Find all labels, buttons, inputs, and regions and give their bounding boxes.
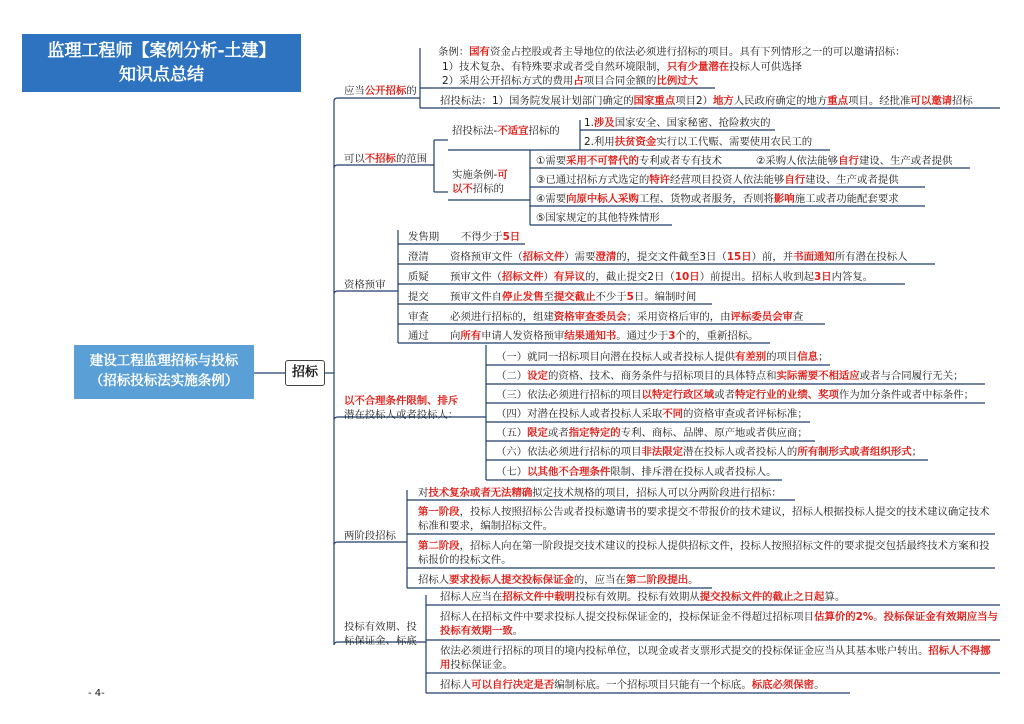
restriction-item: （六）依法必须进行招标的项目非法限定潜在投标人或者投标人的所有制形式或者组织形式； xyxy=(496,446,923,458)
b2-reg-item-2: ②采购人依法能够自行建设、生产或者提供 xyxy=(756,155,953,167)
b2-reg-item-4: ④需要向原中标人采购工程、货物或者服务，否则将影响施工或者功能配套要求 xyxy=(536,193,899,205)
b1-condition-2: 2）采用公开招标方式的费用占项目合同金额的比例过大 xyxy=(442,75,698,87)
b2-law-item-2: 2.利用扶贫资金实行以工代赈、需要使用农民工的 xyxy=(584,136,813,148)
restriction-item: （三）依法必须进行招标的项目以特定行政区域或者特定行业的业绩、奖项作为加分条件或者中标条件； xyxy=(496,389,974,401)
center-node-zhaobiao: 招标 xyxy=(285,360,325,386)
prequal-row-value: 必须进行招标的，组建资格审查委员会；采用资格后审的，由评标委员会审查 xyxy=(450,311,804,323)
b2-reg-item-5: ⑤国家规定的其他特殊情形 xyxy=(536,212,660,224)
root-title: 建设工程监理招标与投标 xyxy=(89,353,239,369)
root-node xyxy=(74,345,254,399)
b1-condition-1: 1）技术复杂、有特殊要求或者受自然环境限制，只有少量潜在投标人可供选择 xyxy=(442,61,802,73)
branch-label-prequalification: 资格预审 xyxy=(344,279,386,291)
b5-stage-1: 第一阶段，投标人按照招标公告或者投标邀请书的要求提交不带报价的技术建议，招标人根据投标人提交的技术建议确定技术标准和要求，编制招标文件。 xyxy=(418,506,990,532)
restriction-item: （四）对潜在投标人或者投标人采取不同的资格审查或者评标标准； xyxy=(496,408,808,420)
header-title: 监理工程师【案例分析-土建】 xyxy=(47,41,276,61)
root-subtitle: （招标投标法实施条例） xyxy=(89,373,239,389)
restriction-item: （一）就同一招标项目向潜在投标人或者投标人提供有差别的项目信息； xyxy=(496,351,829,363)
prequal-row-value: 不得少于5日 xyxy=(461,231,521,243)
b5-intro: 对技术复杂或者无法精确拟定技术规格的项目，招标人可以分两阶段进行招标： xyxy=(418,487,782,499)
prequal-row-value: 预审文件自停止发售至提交截止不少于5日。编制时间 xyxy=(450,291,697,303)
prequal-row-value: 资格预审文件（招标文件）需要澄清的，提交文件截至3日（15日）前，并书面通知所有潜在投标人 xyxy=(450,251,908,263)
branch-label-public-tender: 应当公开招标的 xyxy=(344,85,417,97)
header-subtitle: 知识点总结 xyxy=(119,65,204,85)
branch-label-validity-deposit-floor: 投标有效期、投 标保证金、标底 xyxy=(344,621,417,647)
prequal-row-key: 通过 xyxy=(408,330,429,342)
prequal-row-value: 向所有申请人发资格预审结果通知书。通过少于3个的，重新招标。 xyxy=(450,330,759,342)
branch-label-no-tender: 可以不招标的范围 xyxy=(344,153,428,165)
restriction-item: （五）限定或者指定特定的专利、商标、品牌、原产地或者供应商； xyxy=(496,427,808,439)
b6-item-3: 依法必须进行招标的项目的境内投标单位，以现金或者支票形式提交的投标保证金应当从其基本账户转出。招标人不得挪用投标保证金。 xyxy=(440,645,991,671)
restriction-item: （二）设定的资格、技术、商务条件与招标项目的具体特点和实际需要不相适应或者与合同履行无关； xyxy=(496,370,964,382)
page-number: - 4- xyxy=(88,688,105,699)
restriction-item: （七）以其他不合理条件限制、排斥潜在投标人或者投标人。 xyxy=(496,466,777,478)
b1-regulation: 条例：国有资金占控股或者主导地位的依法必须进行招标的项目。具有下列情形之一的可以邀请招标： xyxy=(438,46,906,58)
prequal-row-key: 质疑 xyxy=(408,271,429,283)
b5-stage-2: 第二阶段，招标人向在第一阶段提交技术建议的投标人提供招标文件，投标人按照招标文件的要求提交包括最终技术方案和投标报价的投标文件。 xyxy=(418,540,990,566)
prequal-row-key: 提交 xyxy=(408,291,429,303)
prequal-row-key: 发售期 xyxy=(408,231,440,243)
b1-law: 招投标法：1）国务院发展计划部门确定的国家重点项目2）地方人民政府确定的地方重点项目。经批准可以邀请招标 xyxy=(440,95,973,107)
b2-regulation-label: 实施条例-可 以不招标的 xyxy=(452,169,508,195)
b6-item-4: 招标人可以自行决定是否编制标底。一个招标项目只能有一个标底。标底必须保密。 xyxy=(440,679,825,691)
b2-law-item-1: 1.涉及国家安全、国家秘密、抢险救灾的 xyxy=(584,117,771,129)
page-header xyxy=(22,34,301,92)
b2-reg-item-1: ①需要采用不可替代的专利或者专有技术 xyxy=(536,155,722,167)
branch-label-two-stage: 两阶段招标 xyxy=(344,530,396,542)
branch-label-unreasonable-restriction: 以不合理条件限制、排斥 潜在投标人或者投标人： xyxy=(344,395,459,421)
b6-item-1: 招标人应当在招标文件中载明投标有效期。投标有效期从提交投标文件的截止之日起算。 xyxy=(440,591,846,603)
b2-reg-item-3: ③已通过招标方式选定的特许经营项目投资人依法能够自行建设、生产或者提供 xyxy=(536,174,899,186)
b6-item-2: 招标人在招标文件中要求投标人提交投标保证金的，投标保证金不得超过招标项目估算价的2%。投标保证金有效期应当与投标有效期一致。 xyxy=(440,611,998,637)
prequal-row-key: 审查 xyxy=(408,311,429,323)
prequal-row-value: 预审文件（招标文件）有异议的，截止提交2日（10日）前提出。招标人收到起3日内答复。 xyxy=(450,271,874,283)
b2-law-unsuitable: 招投标法-不适宜招标的 xyxy=(452,125,560,137)
prequal-row-key: 澄清 xyxy=(408,251,429,263)
b5-deposit: 招标人要求投标人提交投标保证金的，应当在第二阶段提出。 xyxy=(418,574,699,586)
